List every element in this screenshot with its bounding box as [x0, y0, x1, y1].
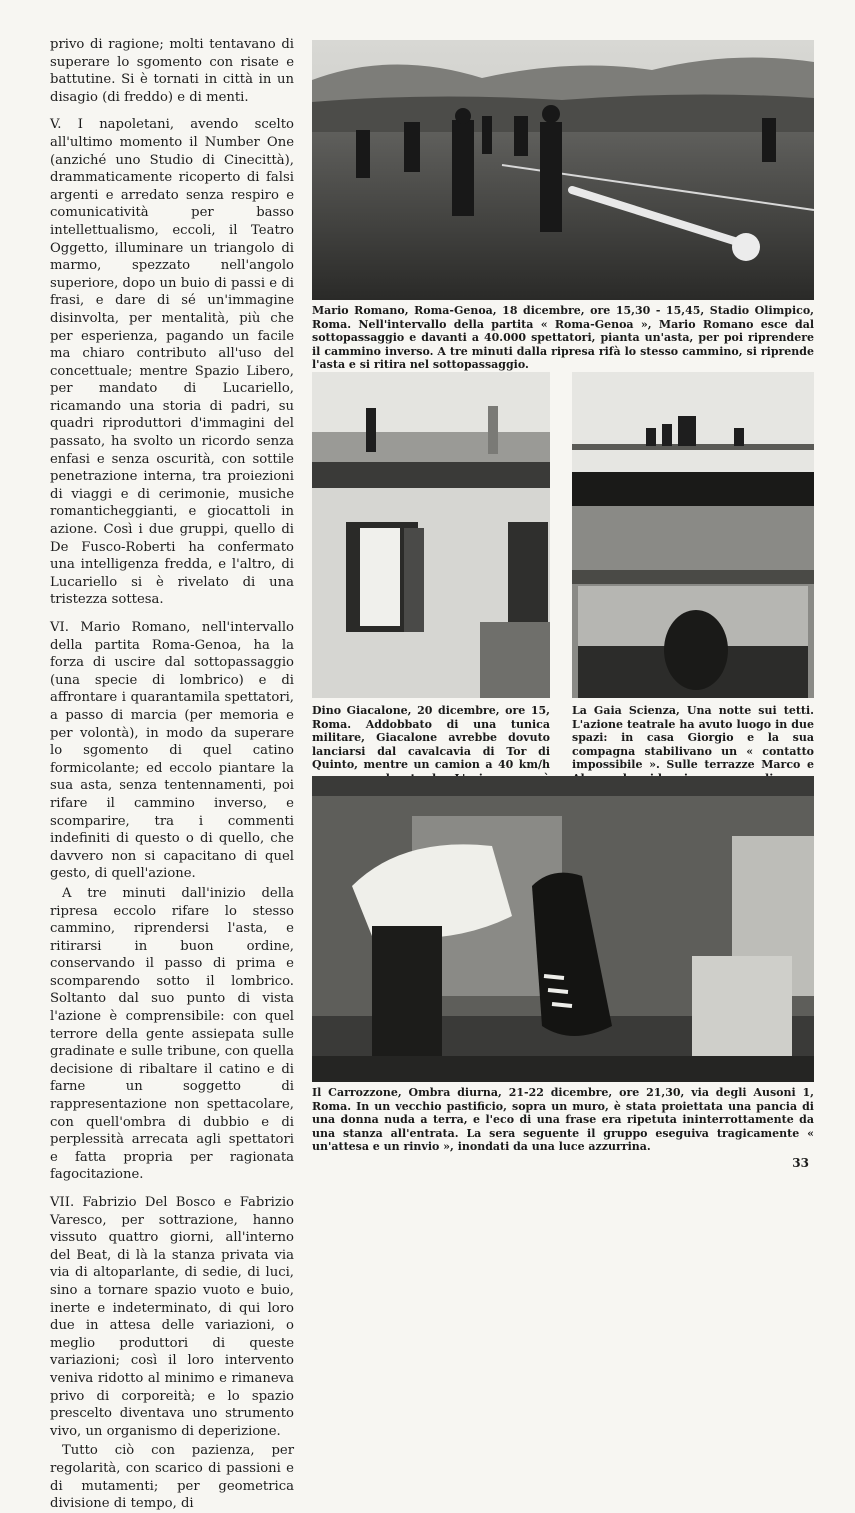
stadium-caption: Mario Romano, Roma-Genoa, 18 dicembre, ore 15,30 - 15,45, Stadio Olimpico, Roma. Nell'intervallo della partita « Roma-Genoa », Mario Romano esce dal sottopassaggio e davanti a 40.000 spettatori, pianta un'asta, per poi riprendere il cammino inverso. A tre minuti dalla ripresa rifà lo stesso cammino, si riprende l'asta e si ritira nel sottopassaggio. — [312, 304, 814, 372]
carrozzone-caption: Il Carrozzone, Ombra diurna, 21-22 dicembre, ore 21,30, via degli Ausoni 1, Roma. In un vecchio pastificio, sopra un muro, è stata proiettata una pancia di una donna nuda a terra, e l'eco di una frase era ripetuta ininterrottamente da una stanza all'entrata. La sera seguente il gruppo eseguiva tragicamente « un'attesa e un rinvio », inondati da una luce azzurrina. — [312, 1086, 814, 1154]
rooftop-caption: Dino Giacalone, 20 dicembre, ore 15, Roma. Addobbato di una tunica militare, Giacalone avrebbe dovuto lanciarsi dal cavalcavia di Tor di Quinto, mentre un camion a 40 km/h — [312, 704, 550, 772]
paragraph-section-vi: VI. Mario Romano, nell'intervallo della partita Roma-Genoa, ha la forza di uscire dal sottopassaggio (una specie di lombrico) e di affrontare i quarantamila spettatori, a passo di marcia (per memoria e per volontà), in modo da superare lo sgomento di quel catino formicolante; ed eccolo piantare la sua asta, senza tentennamenti, poi rifare il cammino inverso, e scomparire, tra i commenti indefiniti di questo o di quello, che davvero non si capacitano di quel gesto, di quell'azione. — [50, 620, 294, 882]
truck-caption: La Gaia Scienza, Una notte sui tetti. L'azione teatrale ha avuto luogo in due spazi: in casa Giorgio e la sua compagna stabilivano un « contatto impossibile ». Sulle terrazze Marco e — [572, 704, 814, 772]
carrozzone-photo — [312, 776, 814, 1082]
paragraph-section-vii-cont: Tutto ciò con pazienza, per regolarità, con scarico di passioni e di mutamenti; per geometrica divisione di tempo, di — [50, 1443, 294, 1512]
paragraph-intro-continuation: privo di ragione; molti tentavano di superare lo sgomento con risate e battutine. Si è tornati in città in un disagio (di freddo) e di menti. — [50, 37, 294, 105]
page-number: 33 — [792, 1156, 809, 1170]
stadium-photo — [312, 40, 814, 300]
truck-photo — [572, 372, 814, 698]
paragraph-section-vi-cont: A tre minuti dall'inizio della ripresa eccolo rifare lo stesso cammino, riprendersi l'asta, e ritirarsi in buon ordine, conservando il passo di prima e scomparendo sotto il lombrico. Soltanto dal suo punto di vista l'azione è comprensibile: con quel terrore della gente assiepata sulle gradinate e sulle tribune, con quella decisione di ribaltare il catino e di farne un soggetto di rappresentazione non spettacolare, con quell'ombra di dubbio e di perplessità arrecata agli spettatori e fatta propria per ragionata fagocitazione. — [50, 885, 294, 1183]
article-column — [50, 36, 294, 1513]
rooftop-photo — [312, 372, 550, 698]
paragraph-section-vii: VII. Fabrizio Del Bosco e Fabrizio Varesco, per sottrazione, hanno vissuto quattro giorni, all'interno del Beat, di là la stanza privata via via di altoparlante, di sedie, di luci, sino a tornare spazio vuoto e buio, inerte e indeterminato, di qui loro due in attesa delle variazioni, o meglio produttori di queste variazioni; così il loro intervento veniva ridotto al minimo e rimaneva privo di corporeità; e lo spazio prescelto diventava uno strumento vivo, un organismo di deperizione. — [50, 1195, 294, 1439]
paragraph-section-v: V. I napoletani, avendo scelto all'ultimo momento il Number One (anziché uno Studio di Cinecittà), drammaticamente ricoperto di falsi argenti e arredato senza respiro e comunicatività per basso intellettualismo, eccoli, il Teatro Oggetto, illuminare un triangolo di marmo, spezzato nell'angolo superiore, dopo un buio di passi e di frasi, e dare di sé un'immagine disinvolta, per mentalità, più che per esperienza, pagando un facile ma chiaro contributo all'uso del concettuale; mentre Spazio Libero, per mandato di Lucariello, ricamando una storia di padri, su quadri riproduttori d'immagini del passato, ha svolto un ricordo senza enfasi e senza oscurità, con sottile penetrazione interna, tra proiezioni di viaggi e di cerimonie, musiche romanticheggianti, e giocattoli in azione. Così i due gruppi, quello di De Fusco-Roberti ha confermato una intelligenza fredda, e l'altro, di Lucariello si è rivelato di una tristezza sottesa. — [50, 117, 294, 608]
